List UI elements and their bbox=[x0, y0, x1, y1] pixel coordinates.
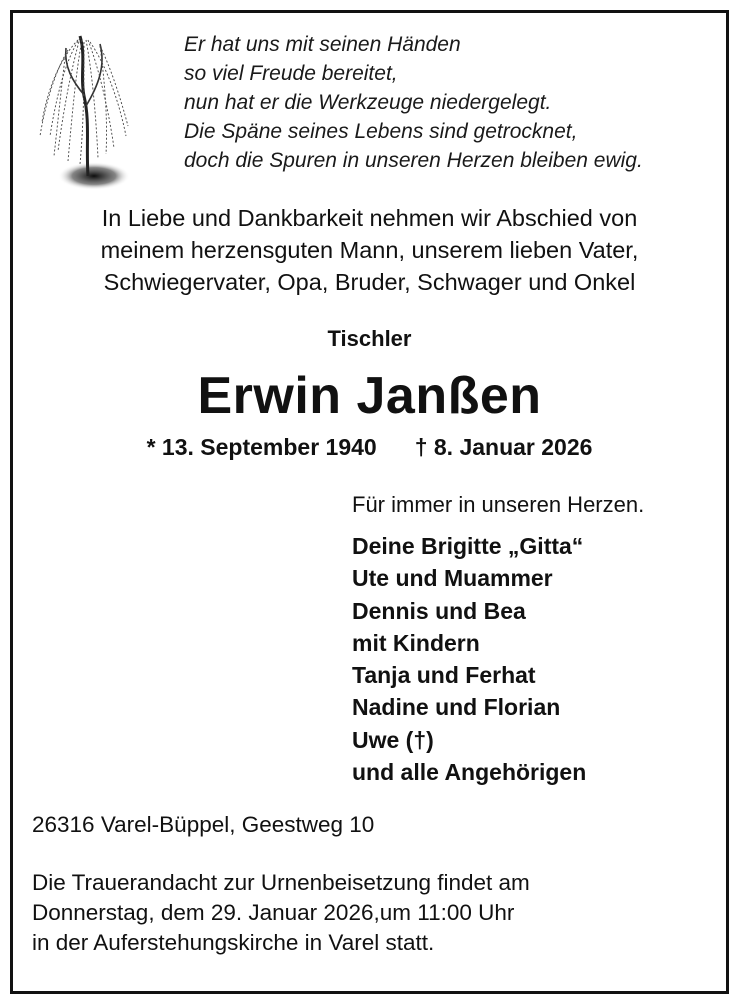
life-dates bbox=[0, 434, 739, 461]
intro-line: meinem herzensguten Mann, unserem lieben Vater, bbox=[100, 237, 639, 263]
address: 26316 Varel-Büppel, Geestweg 10 bbox=[32, 812, 375, 837]
mourner: Deine Brigitte „Gitta“ bbox=[352, 533, 584, 559]
mourner: Nadine und Florian bbox=[352, 694, 561, 721]
service-line: in der Auferstehungskirche in Varel statt. bbox=[32, 930, 435, 955]
intro-line: Schwiegervater, Opa, Bruder, Schwager und Onkel bbox=[103, 269, 636, 295]
poem-line: Die Späne seines Lebens sind getrocknet, bbox=[184, 120, 578, 143]
birth-date: * 13. September 1940 bbox=[146, 434, 377, 460]
motto: Für immer in unseren Herzen. bbox=[352, 492, 645, 517]
poem-line: nun hat er die Werkzeuge niedergelegt. bbox=[184, 91, 552, 114]
service-line: Donnerstag, dem 29. Januar 2026,um 11:00 Uhr bbox=[32, 900, 515, 925]
intro-text bbox=[0, 202, 739, 298]
profession: Tischler bbox=[327, 326, 412, 351]
weeping-willow-icon bbox=[28, 26, 138, 194]
service-info bbox=[32, 868, 530, 958]
deceased-name: Erwin Janßen bbox=[197, 367, 542, 425]
mourners-list bbox=[352, 530, 586, 788]
service-line: Die Trauerandacht zur Urnenbeisetzung findet am bbox=[32, 870, 530, 895]
death-date: † 8. Januar 2026 bbox=[414, 434, 593, 460]
poem bbox=[184, 30, 724, 175]
mourner: Uwe (†) bbox=[352, 726, 434, 753]
poem-line: so viel Freude bereitet, bbox=[184, 62, 398, 85]
mourner: Tanja und Ferhat bbox=[352, 662, 536, 689]
mourner: und alle Angehörigen bbox=[352, 759, 587, 786]
poem-line: doch die Spuren in unseren Herzen bleiben ewig. bbox=[184, 149, 643, 172]
mourner: Dennis und Bea bbox=[352, 597, 526, 624]
mourner: mit Kindern bbox=[352, 629, 480, 656]
poem-line: Er hat uns mit seinen Händen bbox=[184, 33, 461, 56]
intro-line: In Liebe und Dankbarkeit nehmen wir Abschied von bbox=[101, 205, 638, 231]
mourner: Ute und Muammer bbox=[352, 565, 553, 592]
